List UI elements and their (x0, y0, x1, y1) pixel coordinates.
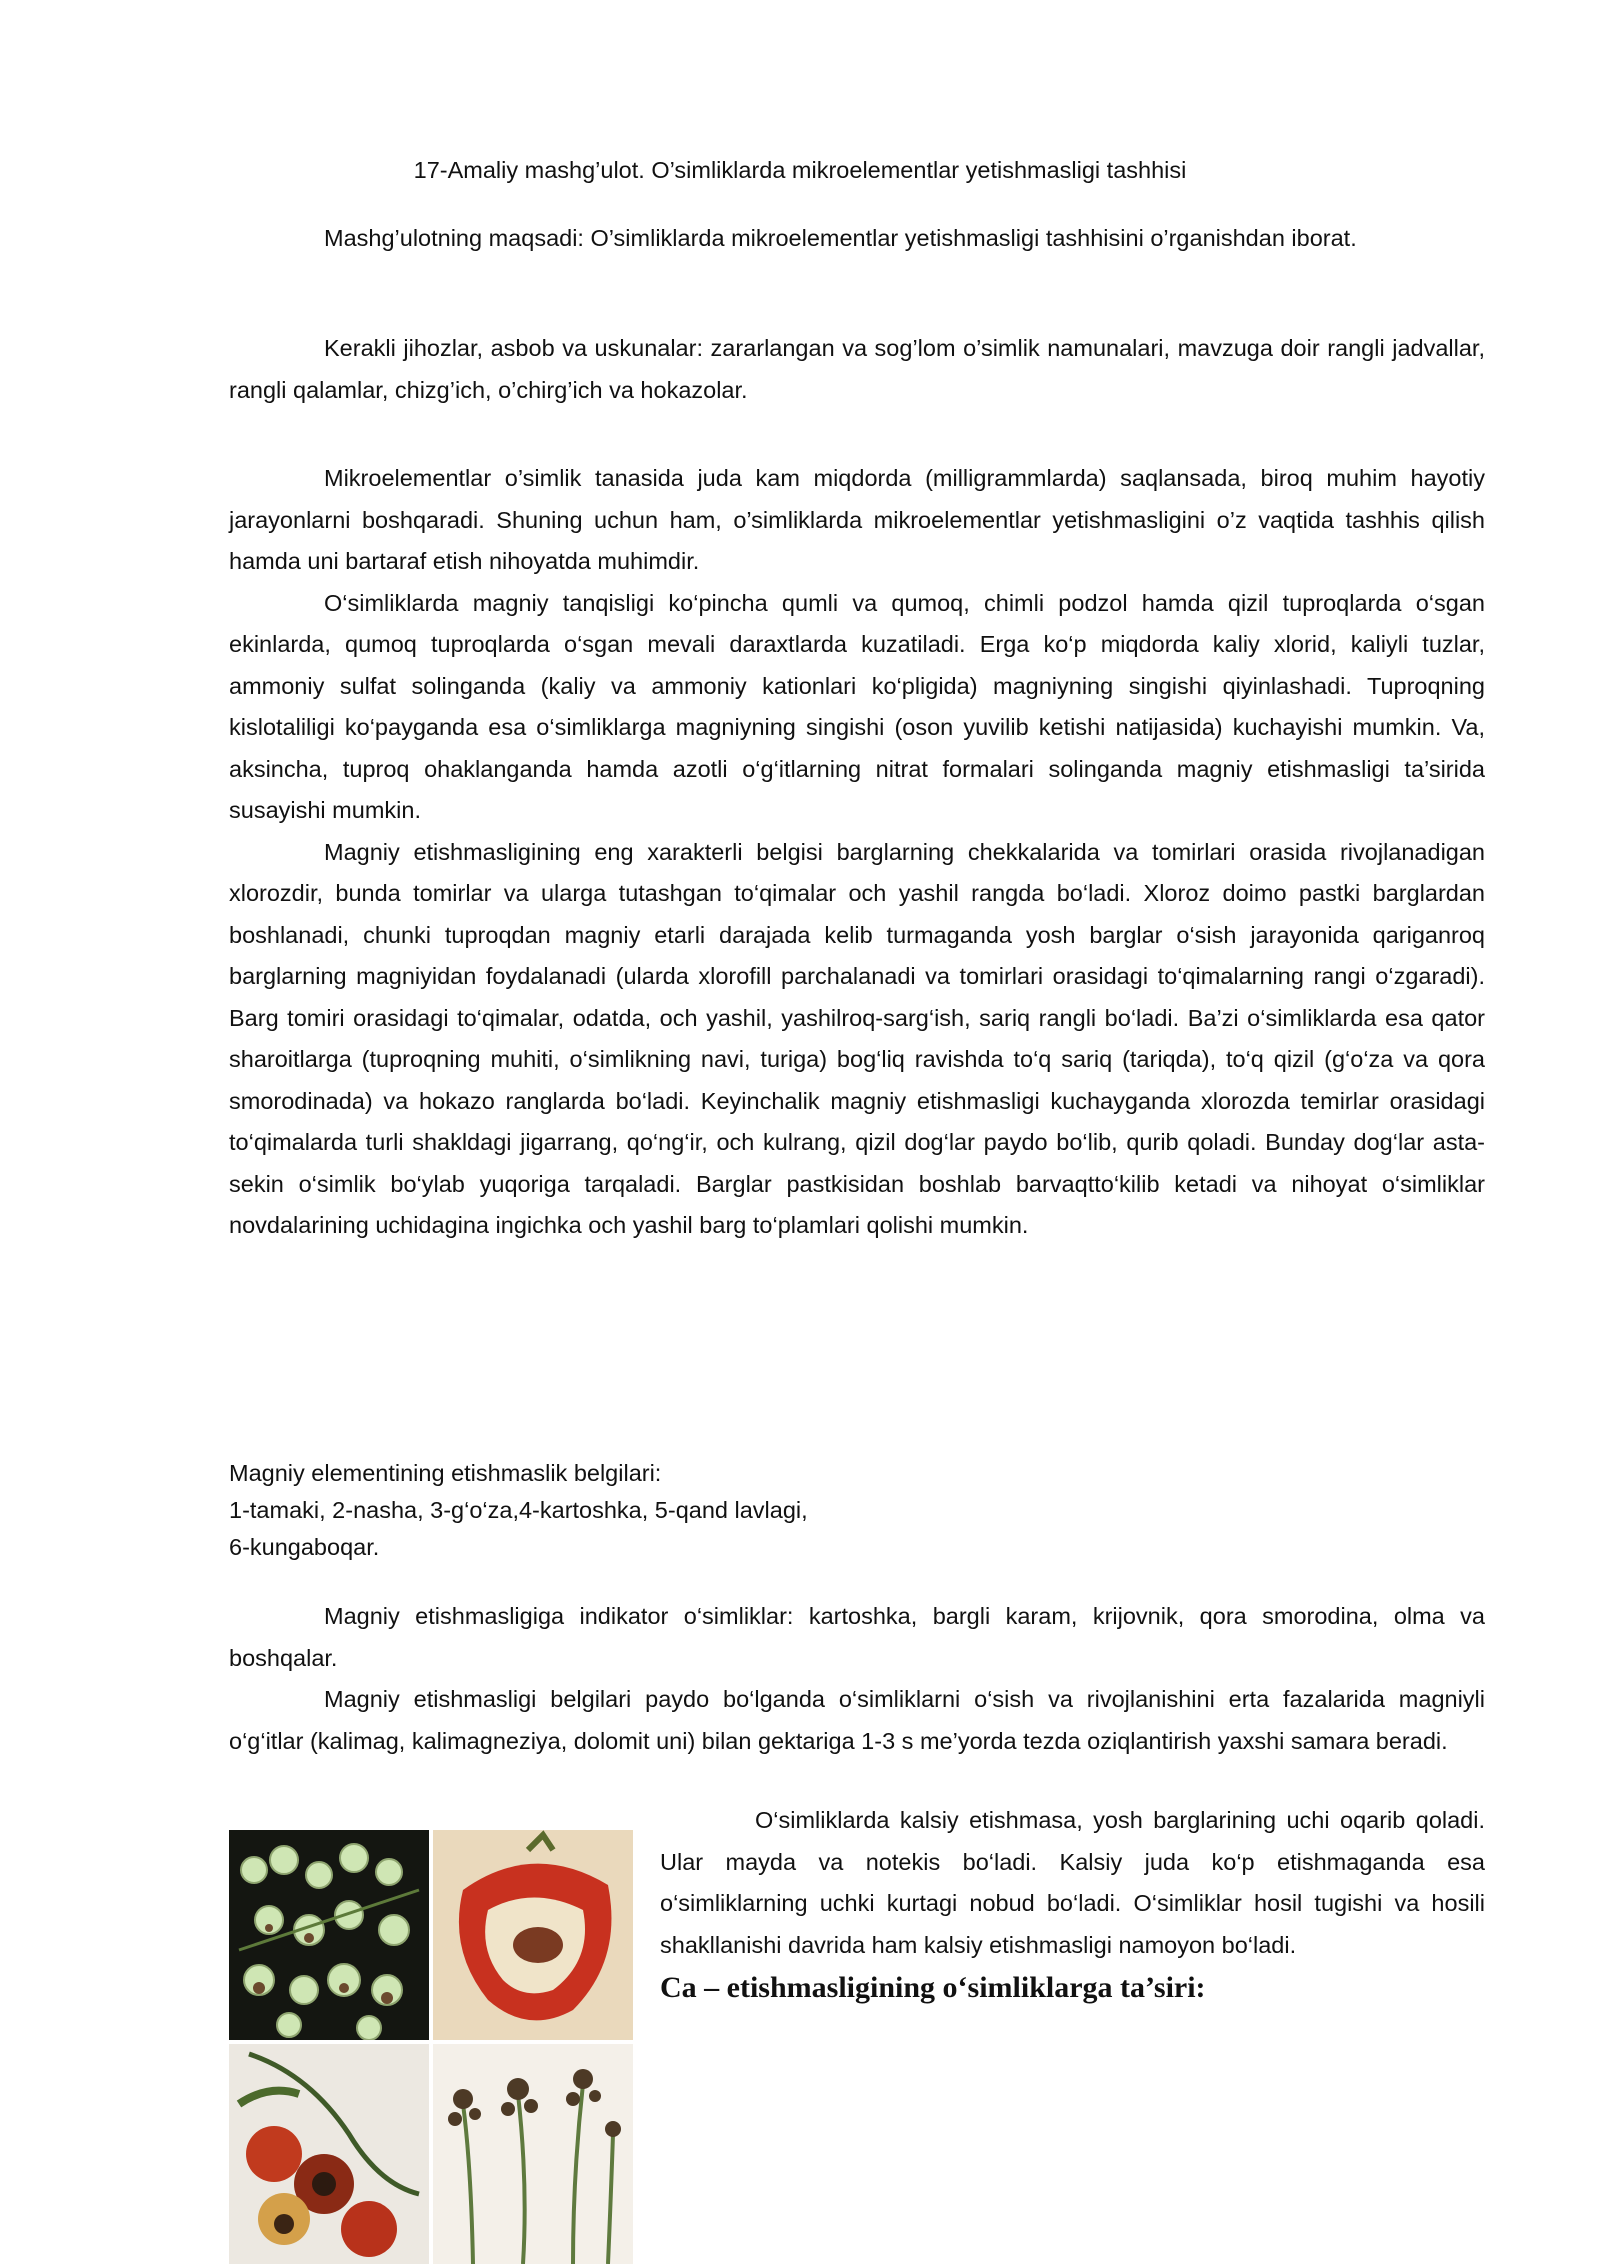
calcium-section (660, 1800, 1485, 2010)
body-paragraph-1: Mikroelementlar o’simlik tanasida juda kam miqdorda (milligrammlarda) saqlansada, biroq muhim hayotiy jarayonlarni boshqaradi. Shuning uchun ham, o’simliklarda mikroelementlar yetishmasligini o’z vaqtida tashhis qilish hamda uni bartaraf etish nihoyatda muhimdir. (229, 465, 1485, 574)
photo-plant-shoots (433, 2044, 633, 2264)
photo-green-tomatoes (229, 1830, 429, 2040)
page-title: 17-Amaliy mashg’ulot. O’simliklarda mikroelementlar yetishmasligi tashhisi (413, 157, 1187, 183)
body-paragraph-3: Magniy etishmasligining eng xarakterli belgisi barglarning chekkalarida va tomirlari orasida rivojlanadigan xlorozdir, bunda tomirlar va ularga tutashgan to‘qimalar och yashil rangda bo‘ladi. Xloroz doimo pastki barglardan boshlanadi, chunki tuproqdan magniy etarli darajada kelib turmaganda yosh barglar o‘sish jarayonida qariganroq barglarning magniyidan foydalanadi (ularda xlorofill parchalanadi va tomirlari orasidagi to‘qimalarning rangi o‘zgaradi). Barg tomiri orasidagi to‘qimalar, odatda, och yashil, yashilroq-sarg‘ish, sariq rangli bo‘ladi. Ba’zi o‘simliklarda esa qator sharoitlarga (tuproqning muhiti, o‘simlikning navi, turiga) bog‘liq ravishda to‘q sariq (tariqda), to‘q qizil (g‘o‘za va qora smorodinada) va hokazo ranglarda bo‘ladi. Keyinchalik magniy etishmasligi kuchayganda xlorozda temirlar orasidagi to‘qimalarda turli shakldagi jigarrang, qo‘ng‘ir, och kulrang, qizil dog‘lar paydo bo‘lib, qurib qoladi. Bunday dog‘lar asta-sekin o‘simlik bo‘ylab yuqoriga tarqaladi. Barglar pastkisidan boshlab barvaqtto‘kilib ketadi va nihoyat o‘simliklar novdalarining uchidagina ingichka och yashil barg to‘plamlari qolishi mumkin. (229, 838, 1485, 1238)
purpose-paragraph: Mashg’ulotning maqsadi: O’simliklarda mikroelementlar yetishmasligi tashhisini o’rganishdan iborat. (324, 225, 1357, 251)
photo-red-pepper (433, 1830, 633, 2040)
caption-line-2: 1-tamaki, 2-nasha, 3-g‘o‘za,4-kartoshka, 5-qand lavlagi, (229, 1497, 808, 1523)
caption-line-1: Magniy elementining etishmaslik belgilari: (229, 1460, 662, 1486)
fertilizer-paragraph: Magniy etishmasligi belgilari paydo bo‘lganda o‘simliklarni o‘sish va rivojlanishini erta fazalarida magniyli o‘g‘itlar (kalimag, kalimagneziya, dolomit uni) bilan gektariga 1-3 s me’yorda tezda oziqlantirish yaxshi samara beradi. (229, 1686, 1485, 1754)
lesson-purpose (229, 218, 1485, 260)
figure-caption (229, 1455, 1485, 1566)
main-body (229, 458, 1485, 1247)
calcium-heading: Ca – etishmasligining o‘simliklarga ta’siri: (660, 1971, 1206, 2004)
indicator-paragraph: Magniy etishmasligiga indikator o‘simliklar: kartoshka, bargli karam, krijovnik, qora smorodina, olma va boshqalar. (229, 1603, 1485, 1671)
calcium-paragraph: O‘simliklarda kalsiy etishmasa, yosh barglarining uchi oqarib qoladi. Ular mayda va notekis bo‘ladi. Kalsiy juda ko‘p etishmaganda esa o‘simliklarning uchki kurtagi nobud bo‘ladi. O‘simliklar hosil tugishi va hosili shakllanishi davrida ham kalsiy etishmasligi namoyon bo‘ladi. (660, 1807, 1485, 1958)
lesson-equipment (229, 328, 1485, 411)
equipment-paragraph: Kerakli jihozlar, asbob va uskunalar: zararlangan va sog’lom o’simlik namunalari, mavzuga doir rangli jadvallar, rangli qalamlar, chizg’ich, o’chirg’ich va hokazolar. (229, 335, 1485, 403)
calcium-deficiency-photos (229, 1830, 633, 2262)
indicator-section (229, 1596, 1485, 1762)
body-paragraph-2: O‘simliklarda magniy tanqisligi ko‘pincha qumli va qumoq, chimli podzol hamda qizil tuproqlarda o‘sgan ekinlarda, qumoq tuproqlarda o‘sgan mevali daraxtlarda kuzatiladi. Erga ko‘p miqdorda kaliy xlorid, kaliyli tuzlar, ammoniy sulfat solinganda (kaliy va ammoniy kationlari ko‘pligida) magniyning singishi qiyinlashadi. Tuproqning kislotaliligi ko‘payganda esa o‘simliklarga magniyning singishi (oson yuvilib ketishi natijasida) kuchayishi mumkin. Va, aksincha, tuproq ohaklanganda hamda azotli o‘g‘itlarning nitrat formalari solinganda magniy etishmasligi ta’sirida susayishi mumkin. (229, 589, 1485, 823)
caption-line-3: 6-kungaboqar. (229, 1534, 380, 1560)
photo-tomato-cluster (229, 2044, 429, 2264)
